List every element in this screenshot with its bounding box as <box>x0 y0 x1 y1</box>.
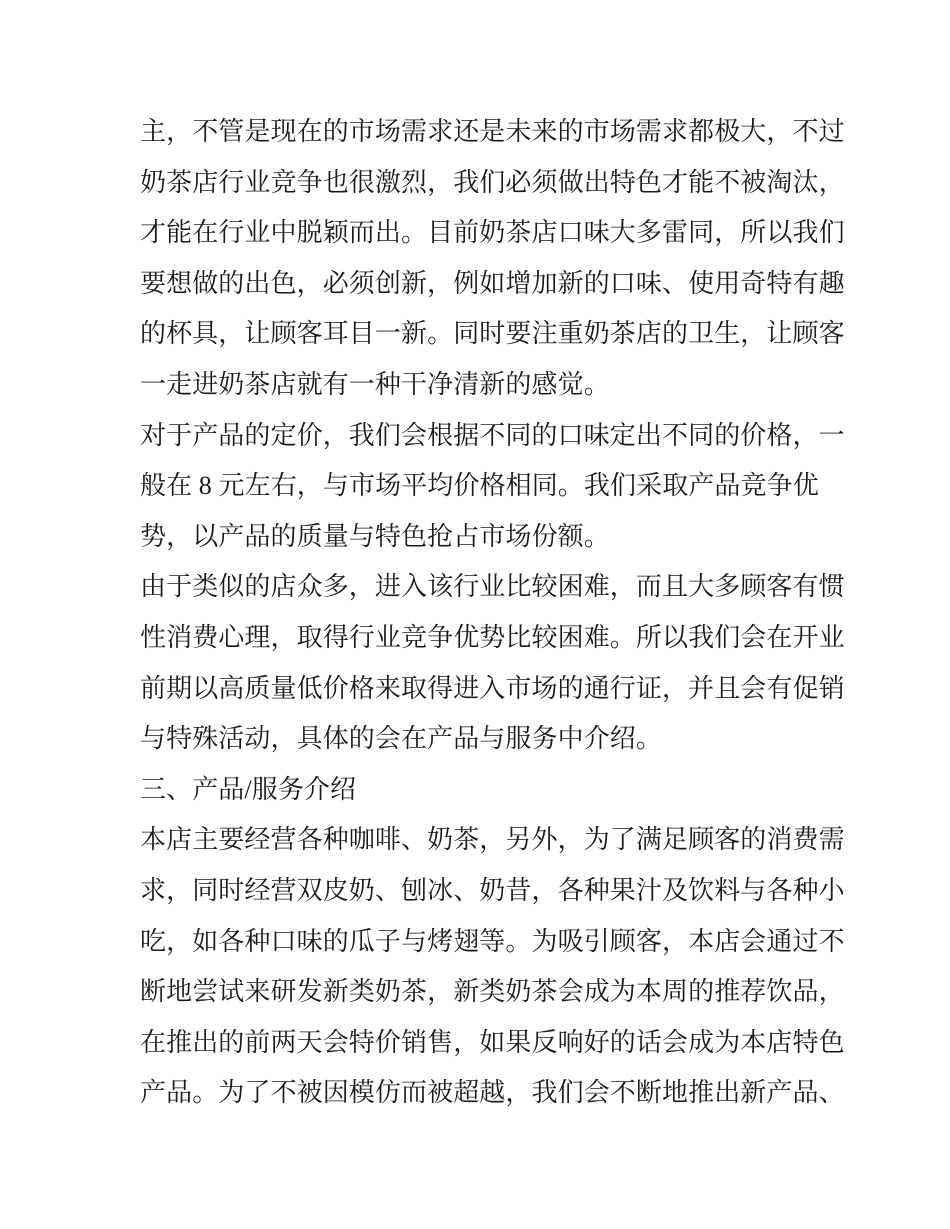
text-line: 才能在行业中脱颖而出。目前奶茶店口味大多雷同，所以我们 <box>140 218 845 248</box>
text-line: 前期以高质量低价格来取得进入市场的通行证，并且会有促销 <box>140 673 845 703</box>
text-line: 产品。为了不被因模仿而被超越，我们会不断地推出新产品、 <box>140 1078 845 1108</box>
text-line: 由于类似的店众多，进入该行业比较困难，而且大多顾客有惯 <box>140 572 845 602</box>
text-line: 吃，如各种口味的瓜子与烤翅等。为吸引顾客，本店会通过不 <box>140 926 845 956</box>
text-line: 奶茶店行业竞争也很激烈，我们必须做出特色才能不被淘汰， <box>140 167 845 197</box>
text-line: 般在 8 元左右，与市场平均价格相同。我们采取产品竞争优 <box>140 471 819 501</box>
text-line: 性消费心理，取得行业竞争优势比较困难。所以我们会在开业 <box>140 622 845 652</box>
text-line: 本店主要经营各种咖啡、奶茶，另外，为了满足顾客的消费需 <box>140 825 845 855</box>
text-line: 三、产品/服务介绍 <box>140 774 357 804</box>
text-line: 在推出的前两天会特价销售，如果反响好的话会成为本店特色 <box>140 1027 845 1057</box>
document-text-block <box>140 107 850 1119</box>
text-line: 主，不管是现在的市场需求还是未来的市场需求都极大，不过 <box>140 117 845 146</box>
text-line: 与特殊活动，具体的会在产品与服务中介绍。 <box>140 724 663 754</box>
text-line: 断地尝试来研发新类奶茶，新类奶茶会成为本周的推荐饮品， <box>140 977 845 1007</box>
text-line: 对于产品的定价，我们会根据不同的口味定出不同的价格，一 <box>140 420 845 450</box>
text-line: 求，同时经营双皮奶、刨冰、奶昔，各种果汁及饮料与各种小 <box>140 875 845 905</box>
text-line: 势，以产品的质量与特色抢占市场份额。 <box>140 521 610 551</box>
text-line: 要想做的出色，必须创新，例如增加新的口味、使用奇特有趣 <box>140 268 845 298</box>
text-line: 的杯具，让顾客耳目一新。同时要注重奶茶店的卫生，让顾客 <box>140 319 845 349</box>
text-line: 一走进奶茶店就有一种干净清新的感觉。 <box>140 369 610 399</box>
